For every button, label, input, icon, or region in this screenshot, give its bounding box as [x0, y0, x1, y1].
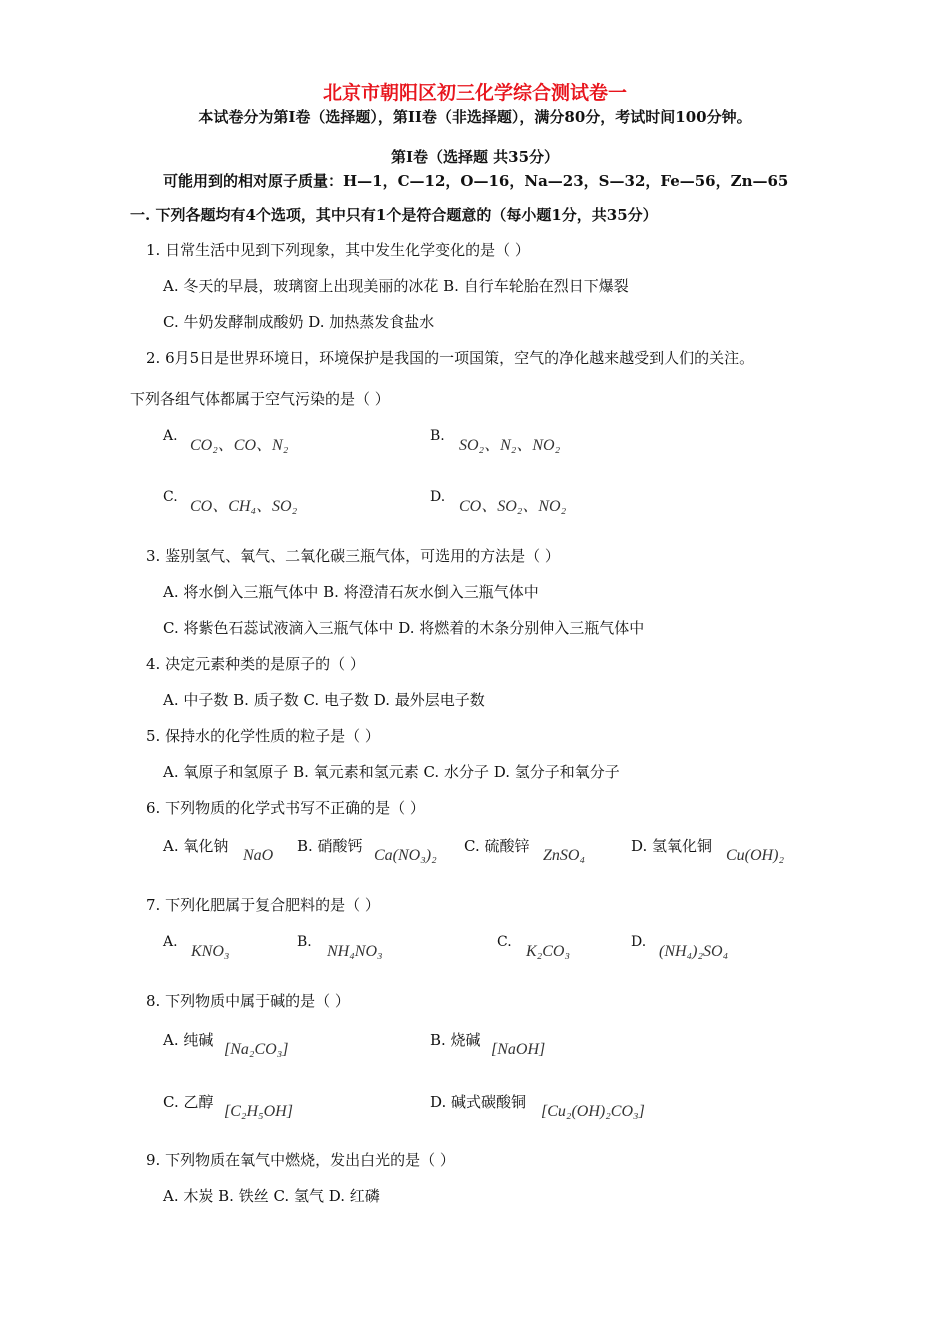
question-8-option-c-formula: [C₂H₅OH] [224, 1103, 293, 1120]
question-8-option-b-formula: [NaOH] [491, 1041, 546, 1058]
question-5-stem: 5. 保持水的化学性质的粒子是（ ） [146, 727, 380, 745]
question-1-options-ab: A. 冬天的早晨，玻璃窗上出现美丽的冰花 B. 自行车轮胎在烈日下爆裂 [163, 277, 629, 295]
question-1-options-cd: C. 牛奶发酵制成酸奶 D. 加热蒸发食盐水 [163, 313, 435, 331]
question-1-stem: 1. 日常生活中见到下列现象，其中发生化学变化的是（ ） [146, 241, 530, 259]
question-6-option-d-formula: Cu(OH)₂ [726, 847, 784, 864]
question-9-stem: 9. 下列物质在氧气中燃烧，发出白光的是（ ） [146, 1151, 455, 1169]
question-8-option-b-text: B. 烧碱 [430, 1031, 481, 1049]
question-8-stem: 8. 下列物质中属于碱的是（ ） [146, 992, 350, 1010]
part1-title: 第I卷（选择题 共35分） [390, 148, 560, 166]
question-2-option-b-formula: SO₂、N₂、NO₂ [459, 437, 561, 454]
section1-heading: 一. 下列各题均有4个选项，其中只有1个是符合题意的（每小题1分，共35分） [130, 206, 658, 224]
question-7-option-d-formula: (NH₄)₂SO₄ [659, 943, 729, 960]
question-3-options-ab: A. 将水倒入三瓶气体中 B. 将澄清石灰水倒入三瓶气体中 [163, 583, 539, 601]
question-6-option-b-text: B. 硝酸钙 [297, 837, 363, 855]
question-8-option-a-formula: [Na₂CO₃] [224, 1041, 289, 1058]
question-2-option-a-formula: CO₂、CO、N₂ [190, 437, 289, 454]
question-2-option-a-label: A. [163, 428, 178, 444]
question-9-options: A. 木炭 B. 铁丝 C. 氢气 D. 红磷 [163, 1187, 380, 1205]
question-2-option-c-formula: CO、CH₄、SO₂ [190, 498, 298, 515]
exam-intro: 本试卷分为第I卷（选择题），第II卷（非选择题），满分80分，考试时间100分钟。 [198, 108, 752, 126]
question-7-option-d-label: D. [631, 934, 647, 950]
question-2-stem-line2: 下列各组气体都属于空气污染的是（ ） [130, 390, 390, 408]
question-7-option-a-formula: KNO₃ [191, 943, 230, 960]
question-7-option-c-formula: K₂CO₃ [526, 943, 571, 960]
question-7-option-a-label: A. [163, 934, 178, 950]
question-2-stem-line1: 2. 6月5日是世界环境日，环境保护是我国的一项国策，空气的净化越来越受到人们的关注。 [146, 349, 755, 367]
atomic-masses: 可能用到的相对原子质量：H—1，C—12，O—16，Na—23，S—32，Fe—56，Zn—65 [163, 172, 789, 190]
question-7-option-b-label: B. [297, 934, 312, 950]
question-6-option-c-formula: ZnSO₄ [543, 847, 586, 864]
question-2-option-c-label: C. [163, 489, 178, 505]
question-2-option-d-formula: CO、SO₂、NO₂ [459, 498, 567, 515]
question-8-option-a-text: A. 纯碱 [163, 1031, 214, 1049]
question-6-stem: 6. 下列物质的化学式书写不正确的是（ ） [146, 799, 425, 817]
question-6-option-a-text: A. 氧化钠 [163, 837, 229, 855]
question-4-stem: 4. 决定元素种类的是原子的（ ） [146, 655, 365, 673]
question-8-option-d-formula: [Cu₂(OH)₂CO₃] [541, 1103, 645, 1120]
question-7-stem: 7. 下列化肥属于复合肥料的是（ ） [146, 896, 380, 914]
question-5-options: A. 氧原子和氢原子 B. 氧元素和氢元素 C. 水分子 D. 氢分子和氧分子 [163, 763, 620, 781]
question-6-option-b-formula: Ca(NO₃)₂ [374, 847, 437, 864]
exam-title: 北京市朝阳区初三化学综合测试卷一 [322, 82, 627, 104]
question-6-option-d-text: D. 氢氧化铜 [631, 837, 713, 855]
question-7-option-b-formula: NH₄NO₃ [327, 943, 383, 960]
question-8-option-c-text: C. 乙醇 [163, 1093, 214, 1111]
question-2-option-d-label: D. [430, 489, 446, 505]
question-8-option-d-text: D. 碱式碳酸铜 [430, 1093, 527, 1111]
question-2-option-b-label: B. [430, 428, 445, 444]
question-3-stem: 3. 鉴别氢气、氧气、二氧化碳三瓶气体，可选用的方法是（ ） [146, 547, 560, 565]
question-3-options-cd: C. 将紫色石蕊试液滴入三瓶气体中 D. 将燃着的木条分别伸入三瓶气体中 [163, 619, 645, 637]
question-6-option-a-formula: NaO [243, 847, 274, 864]
question-7-option-c-label: C. [497, 934, 512, 950]
question-6-option-c-text: C. 硫酸锌 [464, 837, 530, 855]
question-4-options: A. 中子数 B. 质子数 C. 电子数 D. 最外层电子数 [163, 691, 485, 709]
